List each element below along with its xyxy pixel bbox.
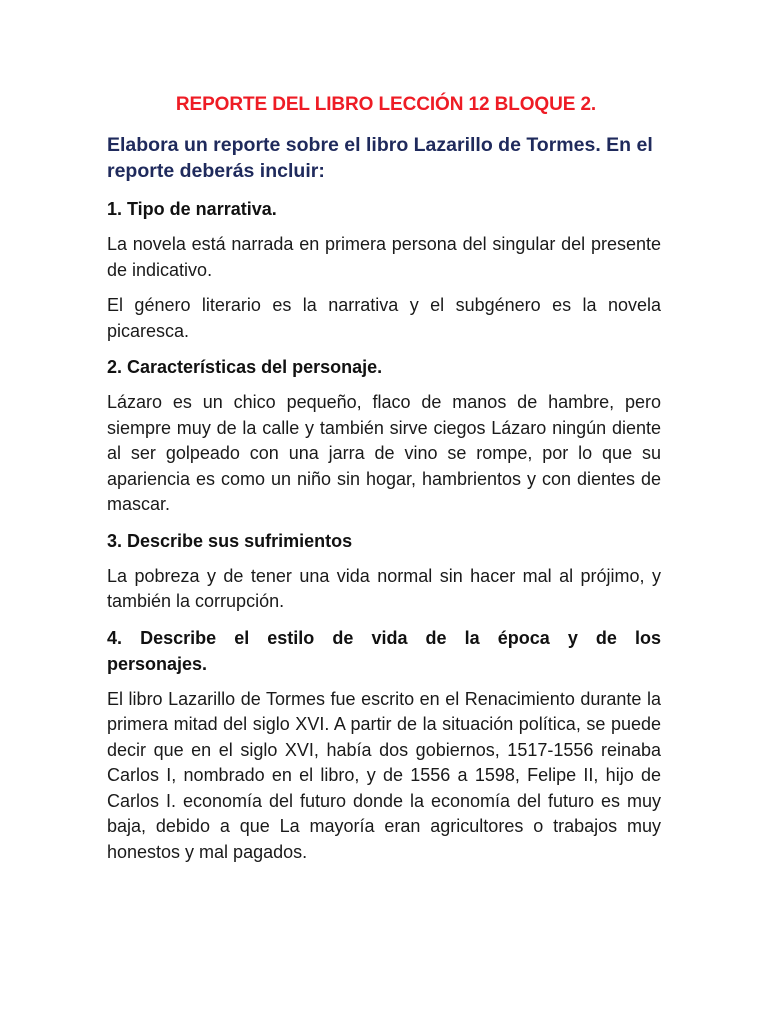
section-heading: 4. Describe el estilo de vida de la época y de los personajes.	[107, 627, 661, 674]
section-character-traits	[107, 354, 661, 518]
section-lifestyle	[107, 625, 661, 866]
document-page	[107, 92, 661, 875]
section-narrative-type	[107, 196, 661, 344]
section-heading: 3. Describe sus sufrimientos	[107, 530, 353, 551]
document-title: REPORTE DEL LIBRO LECCIÓN 12 BLOQUE 2.	[175, 94, 597, 115]
paragraph: El género literario es la narrativa y el subgénero es la novela picaresca.	[107, 295, 661, 341]
paragraph: La novela está narrada en primera persona del singular del presente de indicativo.	[107, 234, 661, 280]
paragraph: Lázaro es un chico pequeño, flaco de manos de hambre, pero siempre muy de la calle y también sirve ciegos Lázaro ningún diente al ser golpeado con una jarra de vino se rompe, por lo que su apariencia es como un niño sin hogar, hambrientos y con dientes de mascar.	[107, 392, 661, 514]
instructions-text: Elabora un reporte sobre el libro Lazarillo de Tormes. En el reporte deberás incluir:	[107, 134, 653, 182]
paragraph: La pobreza y de tener una vida normal sin hacer mal al prójimo, y también la corrupción.	[107, 565, 661, 611]
section-sufferings	[107, 528, 661, 615]
paragraph: El libro Lazarillo de Tormes fue escrito en el Renacimiento durante la primera mitad del siglo XVI. A partir de la situación política, se puede decir que en el siglo XVI, había dos gobiernos, 1517-1556 reinaba Carlos I, nombrado en el libro, y de 1556 a 1598, Felipe II, hijo de Carlos I. economía del futuro donde la economía del futuro es muy baja, debido a que La mayoría eran agricultores o trabajos muy honestos y mal pagados.	[107, 688, 661, 862]
section-heading: 1. Tipo de narrativa.	[107, 199, 277, 219]
section-heading: 2. Características del personaje.	[107, 357, 383, 377]
